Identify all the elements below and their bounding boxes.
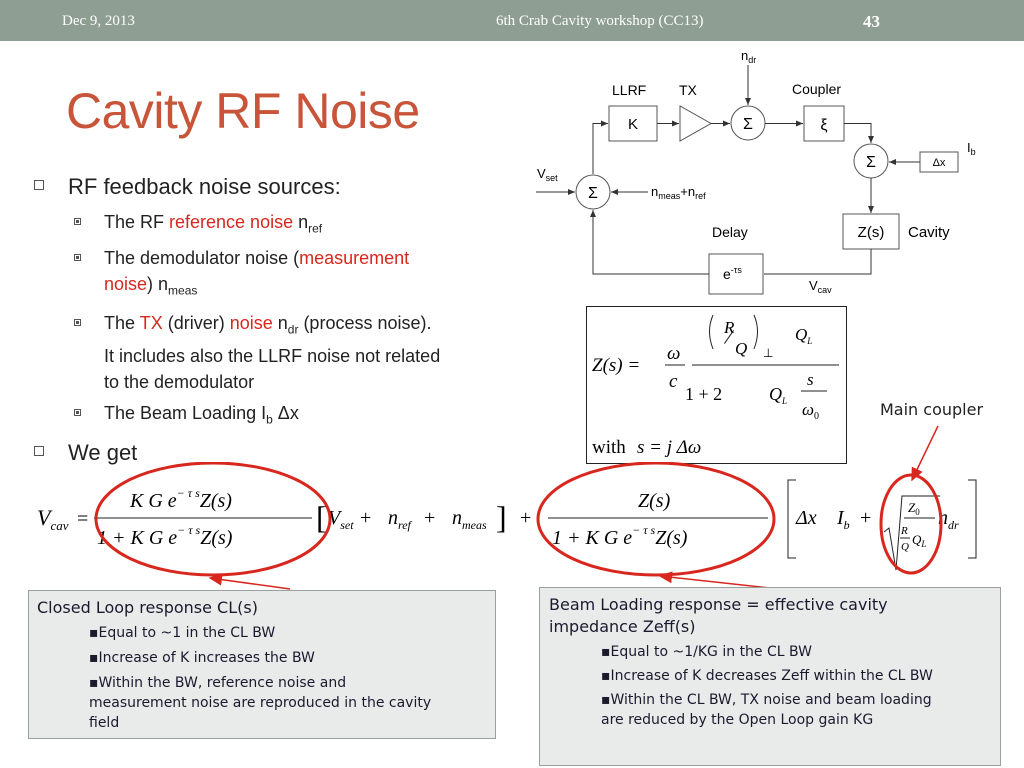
subscript: b bbox=[266, 412, 273, 427]
nmeas: $n_{meas}$ bbox=[452, 507, 487, 532]
omega: ω bbox=[667, 343, 681, 364]
dx-label: Δx bbox=[932, 157, 946, 169]
plus: + bbox=[520, 507, 532, 529]
cavity-label: Cavity bbox=[908, 224, 950, 241]
panel-heading: Closed Loop response CL(s) bbox=[37, 598, 258, 617]
formula-lhs: Z(s) = bbox=[592, 355, 641, 376]
perp: ⊥ bbox=[763, 346, 774, 360]
num1: K G $e^{- \tau s}Z(s)$ bbox=[130, 486, 232, 512]
ndr: $n_{dr}$ bbox=[938, 507, 959, 532]
llrf-label: LLRF bbox=[612, 82, 647, 98]
QL-small: $Q_L$ bbox=[912, 532, 927, 549]
QL-den: $Q_L$ bbox=[769, 384, 788, 406]
bullet-text: We get bbox=[68, 440, 138, 465]
main-equation bbox=[0, 462, 1024, 587]
R-small: R bbox=[901, 525, 908, 537]
zs-label: Z(s) bbox=[857, 224, 885, 241]
panel-item: ▪Increase of K increases the BW bbox=[89, 650, 315, 666]
bullet-rf-feedback bbox=[68, 174, 341, 200]
highlight-ellipse-zeff bbox=[538, 463, 774, 575]
slide-title: Cavity RF Noise bbox=[66, 83, 420, 139]
red-text: reference noise bbox=[169, 212, 294, 232]
tx-amplifier bbox=[680, 106, 711, 141]
bracket-left bbox=[788, 480, 796, 558]
block-diagram bbox=[530, 44, 1024, 304]
delay-label: Delay bbox=[712, 224, 748, 240]
red-text: measurement bbox=[299, 248, 410, 268]
vcav-label: $V_{cav}$ bbox=[809, 278, 832, 295]
red-text: noise bbox=[104, 274, 148, 294]
closed-loop-panel bbox=[28, 590, 496, 739]
bullet-text: RF feedback noise sources: bbox=[68, 174, 341, 199]
den2: 1 + K G $e^{- \tau s}Z(s)$ bbox=[552, 523, 688, 549]
bracket-close: ] bbox=[496, 499, 507, 535]
text: The Beam Loading I bbox=[104, 403, 267, 423]
equals: = bbox=[77, 508, 89, 530]
text: n bbox=[272, 313, 288, 333]
main-coupler-label: Main coupler bbox=[880, 400, 984, 419]
text: Δx bbox=[272, 403, 299, 423]
s: s bbox=[807, 370, 814, 389]
paren-left bbox=[710, 315, 714, 349]
panel-item: measurement noise are reproduced in the cavity bbox=[89, 695, 432, 711]
nmeas-nref-label: $n_{meas}+n_{ref}$ bbox=[651, 184, 706, 201]
bracket-open: [ bbox=[316, 499, 327, 535]
text: The RF bbox=[104, 212, 170, 232]
header-bar bbox=[0, 0, 1024, 41]
red-text: TX bbox=[139, 313, 163, 333]
panel-heading: Beam Loading response = effective cavity bbox=[549, 595, 888, 614]
tx-label: TX bbox=[679, 82, 697, 98]
dx: Δx bbox=[796, 507, 817, 529]
subscript: dr bbox=[287, 322, 299, 337]
header-conference: 6th Crab Cavity workshop (CC13) bbox=[496, 13, 704, 29]
plus: + bbox=[860, 507, 872, 529]
den1: 1 + K G $e^{- \tau s}Z(s)$ bbox=[97, 523, 233, 549]
subscript: meas bbox=[168, 283, 198, 298]
nref: $n_{ref}$ bbox=[388, 507, 411, 532]
bullet-marker bbox=[34, 180, 44, 190]
bullet-marker bbox=[74, 218, 81, 225]
text: (process noise). bbox=[298, 313, 432, 333]
text: to the demodulator bbox=[104, 371, 255, 392]
bracket-right bbox=[968, 480, 976, 558]
sigma-symbol: Σ bbox=[588, 185, 598, 202]
panel-item: ▪Equal to ~1/KG in the CL BW bbox=[601, 644, 812, 660]
page-number: 43 bbox=[863, 12, 880, 31]
text: n bbox=[293, 212, 309, 232]
R: R bbox=[724, 318, 735, 337]
sigma-symbol: Σ bbox=[866, 154, 876, 171]
bullet-marker bbox=[34, 446, 44, 456]
beam-loading-panel bbox=[539, 587, 1001, 766]
z0: $Z_0$ bbox=[908, 500, 920, 517]
panel-item: ▪Within the BW, reference noise and bbox=[89, 675, 347, 691]
text: (driver) bbox=[162, 313, 230, 333]
omega0: $\omega_0$ bbox=[802, 400, 820, 422]
panel-item: ▪Within the CL BW, TX noise and beam loading bbox=[601, 692, 932, 708]
text: The bbox=[104, 313, 140, 333]
delay-exp-label: $e^{-\tau s}$ bbox=[723, 265, 742, 282]
sigma-symbol: Σ bbox=[743, 116, 753, 133]
ib: $I_b$ bbox=[837, 507, 850, 532]
sub-bullet-beam-loading bbox=[104, 400, 299, 433]
vset: $V_{set}$ bbox=[328, 507, 354, 532]
panel-item: field bbox=[89, 715, 120, 731]
subscript: ref bbox=[308, 221, 323, 236]
bullet-marker bbox=[74, 409, 81, 416]
sub-bullet-reference bbox=[104, 209, 322, 242]
highlight-ellipse-coupler bbox=[881, 475, 941, 573]
Q-small: Q bbox=[901, 541, 909, 553]
red-text: noise bbox=[229, 313, 273, 333]
sub-bullet-tx bbox=[104, 310, 544, 395]
header-date: Dec 9, 2013 bbox=[62, 13, 135, 29]
vcav: $V_{cav}$ bbox=[37, 505, 69, 533]
paren-right bbox=[754, 315, 758, 349]
text: It includes also the LLRF noise not related bbox=[104, 345, 441, 366]
impedance-formula-box bbox=[586, 306, 847, 464]
ndr-label: $n_{dr}$ bbox=[741, 48, 757, 65]
k-label: K bbox=[627, 116, 639, 133]
highlight-ellipse-cl bbox=[96, 463, 330, 575]
text: The demodulator noise ( bbox=[104, 248, 300, 268]
panel-item: ▪Equal to ~1 in the CL BW bbox=[89, 625, 276, 641]
c: c bbox=[669, 371, 678, 392]
text: ) n bbox=[147, 274, 169, 294]
panel-item: are reduced by the Open Loop gain KG bbox=[601, 712, 874, 728]
panel-item: ▪Increase of K decreases Zeff within the CL BW bbox=[601, 668, 933, 684]
plus: + bbox=[424, 507, 436, 529]
plus: + bbox=[360, 507, 372, 529]
impedance-formula bbox=[587, 307, 846, 463]
panel-heading: impedance Zeff(s) bbox=[549, 617, 696, 636]
coupler-label: Coupler bbox=[792, 81, 842, 97]
bullet-marker bbox=[74, 319, 81, 326]
den-const: 1 + 2 bbox=[685, 384, 723, 404]
num2: Z(s) bbox=[638, 490, 671, 512]
vset-label: $V_{set}$ bbox=[537, 166, 558, 183]
with: with bbox=[592, 437, 626, 458]
ib-label: $I_b$ bbox=[967, 140, 976, 157]
xi-symbol: ξ bbox=[820, 117, 828, 134]
QL: $Q_L$ bbox=[795, 325, 813, 346]
bullet-marker bbox=[74, 254, 81, 261]
sub-bullet-demodulator bbox=[104, 245, 504, 304]
with-eq: s = j Δω bbox=[637, 437, 702, 458]
Q: Q bbox=[735, 339, 748, 358]
